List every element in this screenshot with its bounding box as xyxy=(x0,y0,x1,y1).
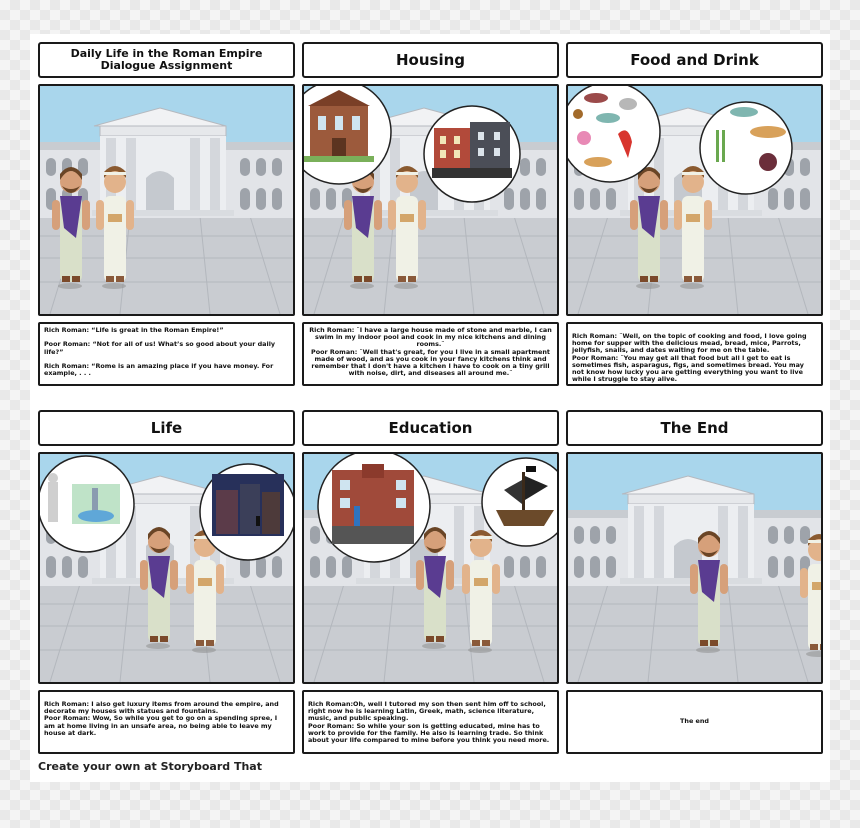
panel-2 xyxy=(302,42,559,387)
storyboard xyxy=(30,34,830,782)
dialogue-line: Poor Roman: ¨You may get all that food but all I get to eat is sometimes fish, asparagus, figs, and sometimes bread. You may not know how lucky you are getting everything you want to live while I struggle to stay alive. xyxy=(572,353,804,384)
dialogue-line: Poor Roman: ¨Well that's great, for you I live in a small apartment made of wood, and as you cook in your fancy kitchens think and remember that I don't have a kitchen I have to cook on a tiny grill with noise, dirt, and diseases all around me.¨ xyxy=(311,347,550,378)
panel-5-title: Education xyxy=(302,410,559,446)
panel-2-scene xyxy=(302,84,559,316)
dialogue-line: Rich Roman: “Rome is an amazing place if you have money. For example, . . . xyxy=(44,362,274,378)
panel-1-dialogue xyxy=(38,322,295,386)
panel-2-title: Housing xyxy=(302,42,559,78)
panel-3 xyxy=(566,42,823,387)
panel-4 xyxy=(38,410,295,755)
panel-6 xyxy=(566,410,823,755)
dialogue-line: Rich Roman: ¨Well, on the topic of cooking and food, I love going home for supper with the delicious mead, bread, mice, Parrots, jellyfish, snails, and dates waiting for me on the table. xyxy=(572,332,807,355)
night-street-icon xyxy=(212,474,284,536)
education-scene xyxy=(304,454,557,682)
the-end-scene xyxy=(568,454,821,682)
panel-1-title: Daily Life in the Roman Empire Dialogue Assignment xyxy=(38,42,295,78)
panel-1 xyxy=(38,42,295,387)
panel-4-dialogue xyxy=(38,690,295,754)
dialogue-line: The end xyxy=(680,717,709,726)
panel-5-scene xyxy=(302,452,559,684)
panel-1-scene xyxy=(38,84,295,316)
dialogue-line: Rich Roman: ¨I have a large house made of stone and marble, I can swim in my indoor pool and cook in my nice kitchens and dining rooms.¨ xyxy=(309,326,552,349)
housing-scene xyxy=(304,86,557,314)
dialogue-line: Rich Roman:Oh, well I tutored my son then sent him off to school, right now he is learning Latin, Greek, math, science literature, music, and public speaking. xyxy=(308,700,546,723)
panel-6-scene xyxy=(566,452,823,684)
school-icon xyxy=(332,464,414,544)
life-scene xyxy=(40,454,293,682)
panel-3-scene xyxy=(566,84,823,316)
dialogue-line: Poor Roman: Wow, So while you get to go on a spending spree, I am at home living in an unsafe area, no being able to leave my house at dark. xyxy=(44,714,278,737)
dialogue-line: Rich Roman: “Life is great in the Roman Empire!” xyxy=(44,326,224,334)
panel-6-title: The End xyxy=(566,410,823,446)
panel-6-dialogue xyxy=(566,690,823,754)
panel-4-title: Life xyxy=(38,410,295,446)
roman-forum-scene xyxy=(40,86,293,314)
panel-3-title: Food and Drink xyxy=(566,42,823,78)
food-scene xyxy=(568,86,821,314)
footer-credit: Create your own at Storyboard That xyxy=(38,760,262,773)
panel-3-dialogue xyxy=(566,322,823,386)
dialogue-line: Poor Roman: “Not for all of us! What’s so good about your daily life?” xyxy=(44,340,276,356)
panel-5 xyxy=(302,410,559,755)
apartment-icon xyxy=(432,122,512,178)
dialogue-line: Poor Roman: So while your son is getting educated, mine has to work to provide for the family. He also is learning trade. So think about your life compared to mine before you think you need more. xyxy=(308,721,550,745)
panel-4-scene xyxy=(38,452,295,684)
panel-2-dialogue xyxy=(302,322,559,386)
panel-5-dialogue xyxy=(302,690,559,754)
dialogue-line: Rich Roman: I also get luxury items from around the empire, and decorate my houses with statues and fountains. xyxy=(44,700,279,716)
